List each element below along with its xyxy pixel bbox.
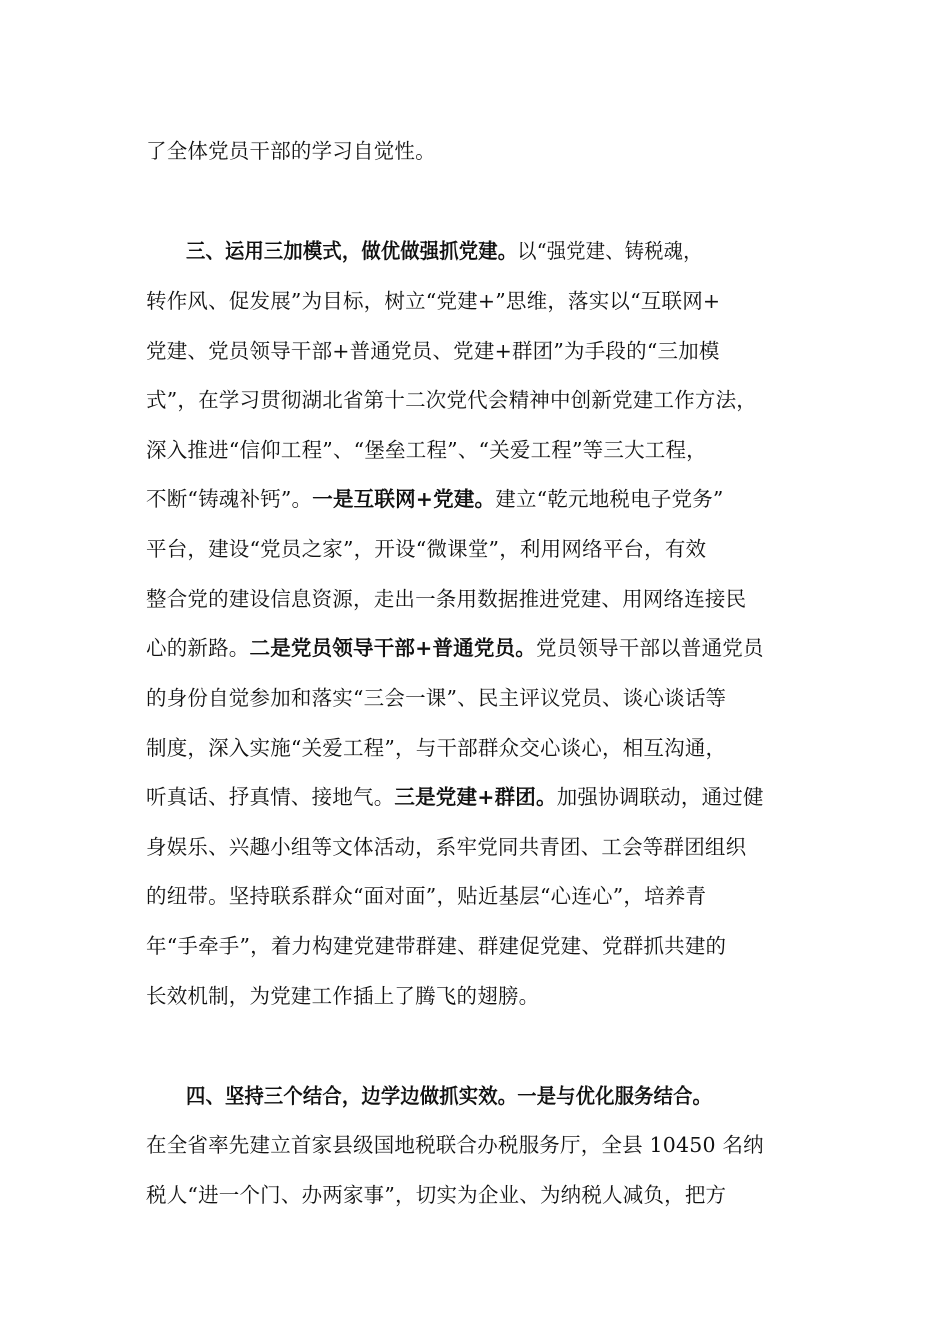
text-run: 加强协调联动，通过健: [556, 785, 764, 809]
bold-run: 一是互联网+党建。: [312, 487, 496, 511]
text-line: [146, 634, 826, 662]
text-run: 平台，建设“党员之家”，开设“微课堂”，利用网络平台，有效: [146, 537, 707, 561]
text-run: 的纽带。坚持联系群众“面对面”，贴近基层“心连心”，培养青: [146, 884, 707, 908]
bold-run: 三是党建+群团。: [394, 785, 557, 809]
text-line: [146, 287, 826, 315]
text-line: [146, 982, 826, 1010]
text-run: 的身份自觉参加和落实“三会一课”、民主评议党员、谈心谈话等: [146, 686, 727, 710]
text-line: [146, 137, 826, 165]
text-line: [146, 1131, 826, 1159]
text-line: [146, 386, 826, 414]
text-run: 不断“铸魂补钙”。: [146, 487, 313, 511]
text-line: [146, 436, 826, 464]
text-line: [146, 932, 826, 960]
section-heading-4: [186, 1082, 826, 1110]
bold-run: 二是党员领导干部+普通党员。: [249, 636, 536, 660]
text-line: [146, 1181, 826, 1209]
section-heading-3: [186, 237, 826, 265]
text-run: 建立“乾元地税电子党务”: [495, 487, 724, 511]
text-line: [146, 783, 826, 811]
text-run: 长效机制，为党建工作插上了腾飞的翅膀。: [146, 984, 540, 1008]
text-run: 税人“进一个门、办两家事”，切实为企业、为纳税人减负，把方: [146, 1183, 727, 1207]
text-run: 整合党的建设信息资源，走出一条用数据推进党建、用网络连接民: [146, 587, 747, 611]
text-line: [146, 833, 826, 861]
text-run: 党建、党员领导干部+普通党员、党建+群团”为手段的“三加模: [146, 339, 720, 363]
text-run: 年“手牵手”，着力构建党建带群建、群建促党建、党群抓共建的: [146, 934, 727, 958]
text-line: [146, 485, 826, 513]
text-run: 制度，深入实施“关爱工程”，与干部群众交心谈心，相互沟通，: [146, 736, 727, 760]
text-line: [146, 535, 826, 563]
text-run: 听真话、抒真情、接地气。: [146, 785, 395, 809]
heading-run: 三、运用三加模式，做优做强抓党建。: [186, 239, 518, 263]
text-line: [146, 684, 826, 712]
text-run: 转作风、促发展”为目标，树立“党建+”思维，落实以“互联网+: [146, 289, 721, 313]
text-run: 在全省率先建立首家县级国地税联合办税服务厅，全县 10450 名纳: [146, 1133, 764, 1157]
text-run: 深入推进“信仰工程”、“堡垒工程”、“关爱工程”等三大工程，: [146, 438, 707, 462]
text-line: [146, 882, 826, 910]
text-run: 心的新路。: [146, 636, 250, 660]
text-line: [146, 734, 826, 762]
text-run: 以“强党建、铸税魂，: [517, 239, 703, 263]
text-run: 身娱乐、兴趣小组等文体活动，系牢党同共青团、工会等群团组织: [146, 835, 747, 859]
text-run: 了全体党员干部的学习自觉性。: [146, 139, 436, 163]
text-line: [146, 337, 826, 365]
text-run: 党员领导干部以普通党员: [535, 636, 764, 660]
heading-run: 四、坚持三个结合，边学边做抓实效。一是与优化服务结合。: [186, 1084, 713, 1108]
text-line: [146, 585, 826, 613]
text-run: 式”，在学习贯彻湖北省第十二次党代会精神中创新党建工作方法，: [146, 388, 757, 412]
